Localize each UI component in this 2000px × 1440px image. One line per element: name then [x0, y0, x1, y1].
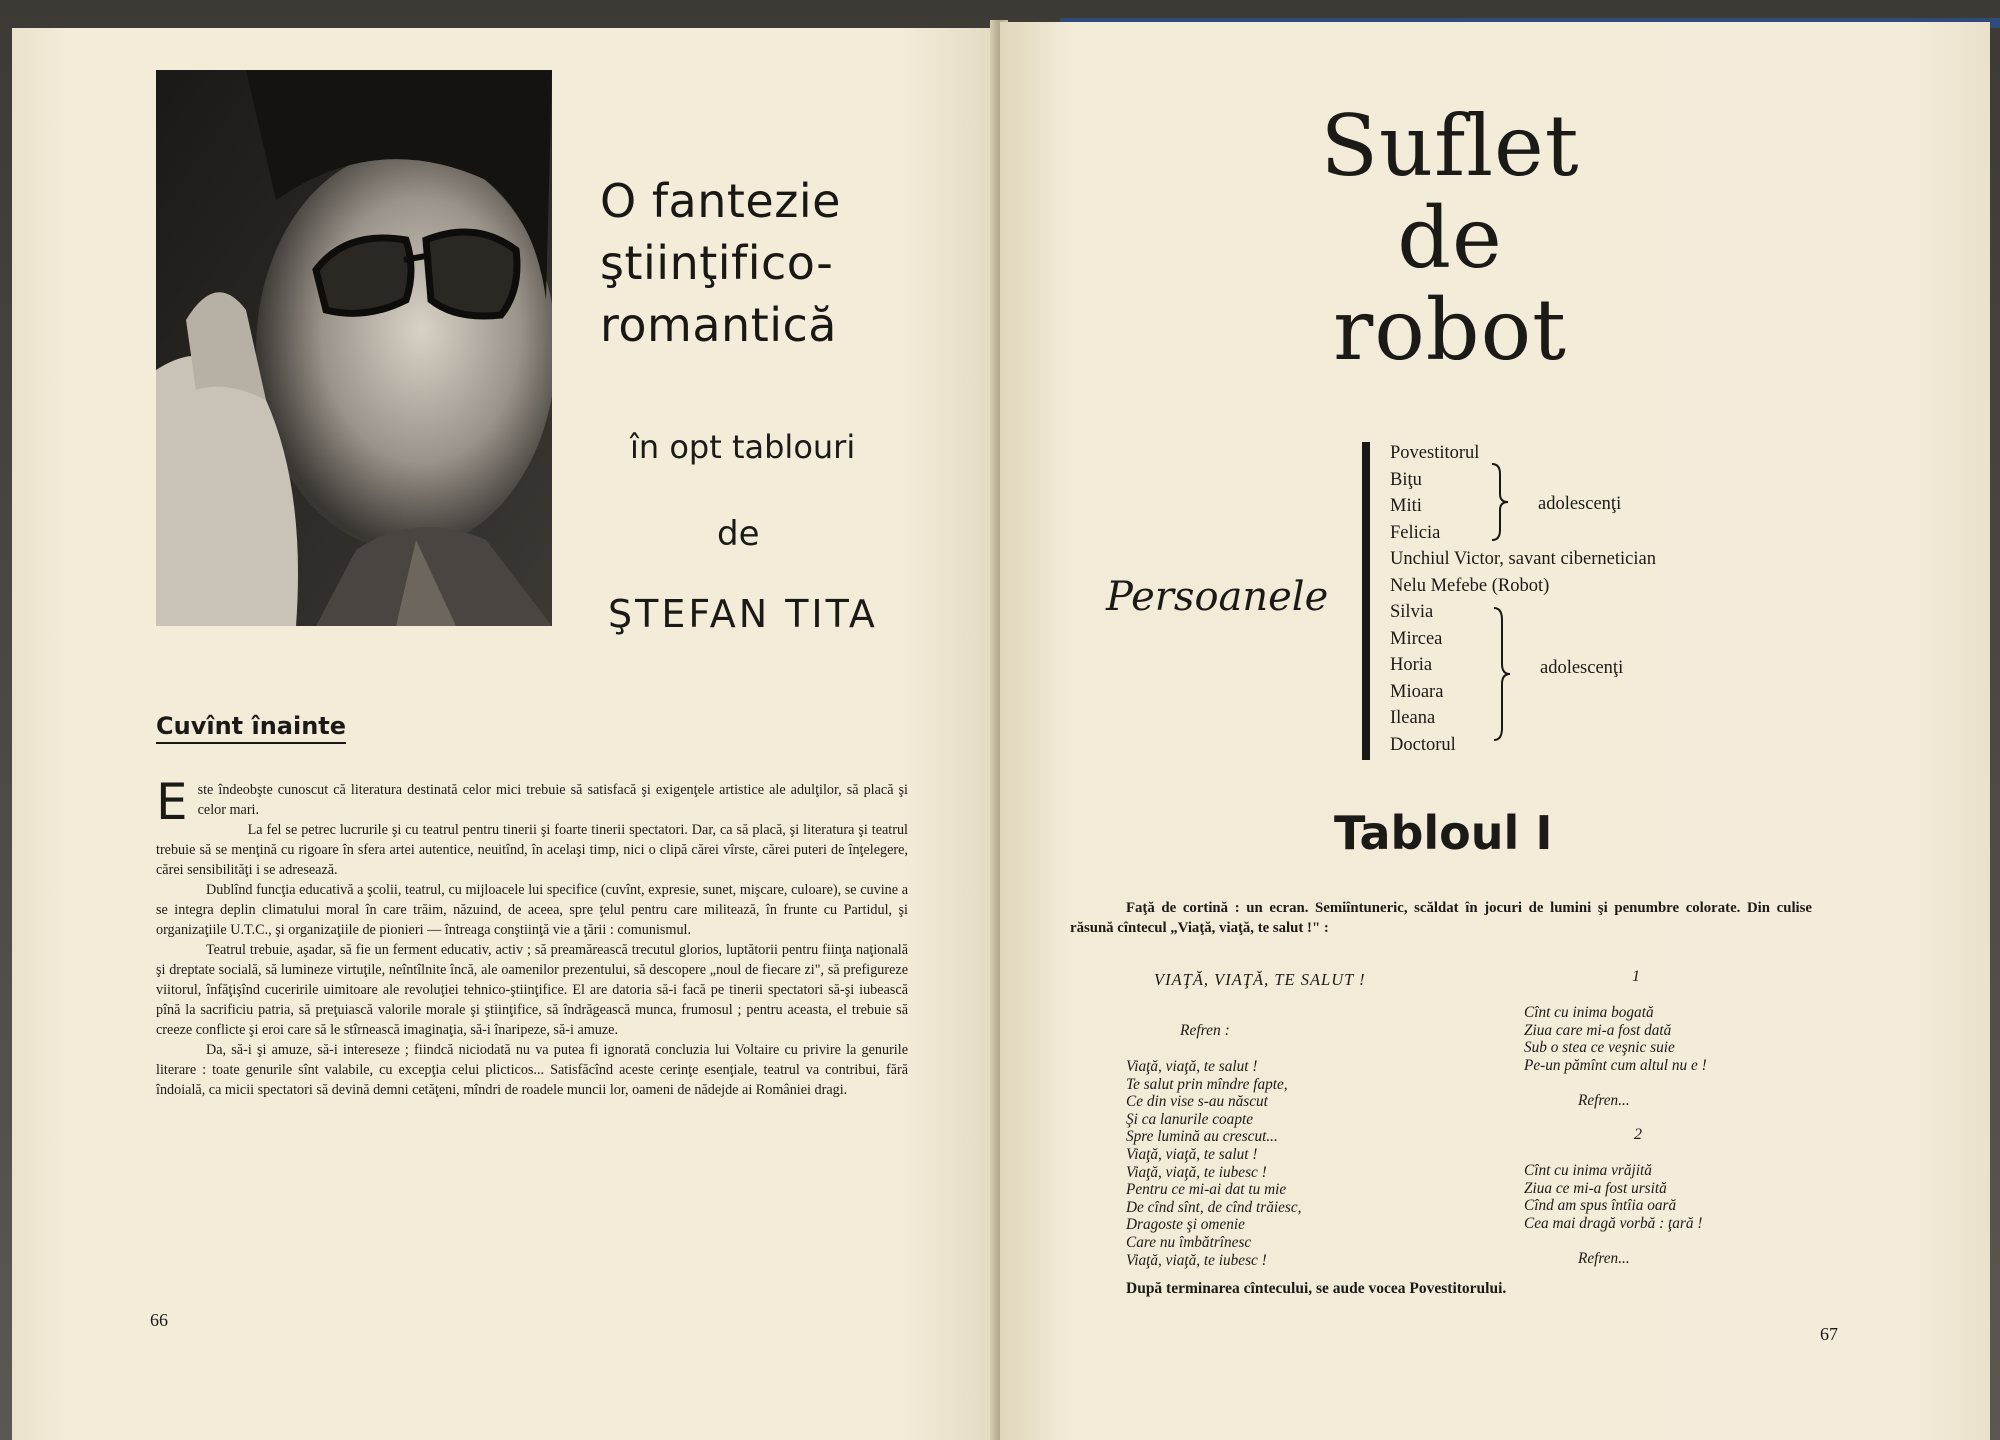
page-number-left: 66 [150, 1310, 168, 1330]
stage-direction: Faţă de cortină : un ecran. Semiîntuneric, scăldat în jocuri de lumini şi penumbre colorate. Din culise răsună cîntecul „Viaţă, viaţă, te salut !" : [1070, 900, 1812, 936]
lyric-line: Viaţă, viaţă, te iubesc ! [1126, 1163, 1267, 1181]
lyric-line: Ziua ce mi-a fost ursită [1524, 1179, 1667, 1197]
cast-item: Biţu [1390, 469, 1422, 490]
tableau-heading: Tabloul I [1334, 806, 1553, 860]
foreword-heading: Cuvînt înainte [156, 712, 346, 744]
cast-item: Unchiul Victor, savant cibernetician [1390, 549, 1656, 569]
verse-refrain-mark: Refren... [1578, 1250, 1630, 1267]
cast-item: Horia [1390, 655, 1433, 675]
play-title-line-3: robot [1333, 281, 1567, 379]
play-title-right [1300, 97, 1600, 379]
cast-item: Doctorul [1390, 734, 1456, 755]
lyric-line: Viaţă, viaţă, te iubesc ! [1126, 1251, 1267, 1269]
cast-heading: Persoanele [1106, 574, 1329, 620]
verse-refrain-mark: Refren... [1578, 1092, 1630, 1109]
foreword-paragraph: Da, să-i şi amuze, să-i intereseze ; fiindcă niciodată nu va putea fi ignorată concluzia lui Voltaire cu privire la genurile literare : toate genurile sînt valabile, cu excepţia celui plicticos... Satisfăcînd aceste cerinţe esenţiale, teatrul va contribui, fără îndoială, ca micii spectatori să devină demni cetăţeni, mîndri de roadele muncii lor, oameni de nădejde ai României dragi. [156, 1042, 908, 1098]
cast-item: Nelu Mefebe (Robot) [1390, 575, 1550, 596]
lyric-line: Cînt cu inima bogată [1524, 1004, 1654, 1021]
brace-icon [1492, 606, 1512, 742]
title-line-2: ştiinţifico- [600, 236, 834, 290]
verse-lyrics [1524, 1004, 1707, 1074]
play-title-line-2: de [1397, 189, 1503, 287]
lyric-line: Viaţă, viaţă, te salut ! [1126, 1058, 1258, 1075]
lyric-line: Şi ca lanurile coapte [1126, 1110, 1254, 1128]
brace-icon [1490, 462, 1510, 542]
cast-item: Felicia [1390, 522, 1441, 543]
lyric-line: Viaţă, viaţă, te salut ! [1126, 1145, 1258, 1163]
song-title: VIAŢĂ, VIAŢĂ, TE SALUT ! [1154, 970, 1366, 989]
cast-item: Povestitorul [1390, 443, 1480, 463]
cast-item: Ileana [1390, 708, 1436, 728]
foreword-paragraph-text: ste îndeobşte cunoscut că literatura destinată celor mici trebuie să satisfacă şi exigenţele artistice ale adulţilor, să placă şi celor mari. [197, 782, 908, 818]
cast-item: Mircea [1390, 628, 1443, 649]
play-title-left [600, 170, 900, 356]
drop-cap: E [156, 773, 188, 831]
foreword-text [156, 773, 908, 1100]
lyric-line: Cea mai dragă vorbă : ţară ! [1524, 1214, 1703, 1232]
verse-lyrics [1524, 1162, 1702, 1232]
lyric-line: Ziua care mi-a fost dată [1524, 1021, 1672, 1039]
lyric-line: Te salut prin mîndre fapte, [1126, 1075, 1288, 1093]
verse-number: 2 [1634, 1126, 1642, 1143]
cast-group-label: adolescenţi [1540, 658, 1624, 678]
cast-divider-bar [1362, 442, 1370, 760]
page-number-right: 67 [1820, 1324, 1838, 1344]
lyric-line: Spre lumină au crescut... [1126, 1128, 1278, 1146]
subtitle: în opt tablouri [630, 428, 856, 466]
lyric-line: Cînd am spus întîia oară [1524, 1197, 1677, 1215]
foreword-paragraph: Teatrul trebuie, aşadar, să fie un ferment educativ, activ ; să preamărească trecutul glorios, luptătorii pentru fiinţa naţională şi dreptate socială, să lumineze virtuţile, neîntîlnite încă, ale oamenilor prezentului, să descopere „noul de fiecare zi", să prefigureze viitorul, înfăţişînd cuceririle uimitoare ale revoluţiei tehnico-ştiinţifice. El are datoria să-i facă pe tinerii spectatori să-şi iubească pînă la sacrificiu patria, să preţuiască valorile morale şi ştiinţifice, să îndrăgească munca, frumosul ; pentru aceasta, el trebuie să creeze conflicte şi eroi care să le stîrnească imaginaţia, să-i înaripeze, să-i amuze. [156, 942, 908, 1038]
lyric-line: Pentru ce mi-ai dat tu mie [1126, 1181, 1287, 1199]
cast-item: Mioara [1390, 681, 1444, 702]
cast-group-label: adolescenţi [1538, 494, 1622, 514]
lyric-line: Ce din vise s-au născut [1126, 1093, 1268, 1111]
cast-item: Miti [1390, 496, 1422, 516]
by-label: de [717, 514, 760, 554]
title-line-1: O fantezie [600, 174, 841, 228]
lyric-line: Dragoste şi omenie [1126, 1216, 1245, 1234]
refrain-label: Refren : [1180, 1022, 1230, 1039]
lyric-line: Cînt cu inima vrăjită [1524, 1162, 1652, 1179]
title-line-3: romantică [600, 298, 837, 352]
verse-number: 1 [1632, 968, 1640, 985]
foreword-paragraph [156, 773, 908, 831]
refrain-lyrics [1126, 1058, 1301, 1269]
after-song-direction: După terminarea cîntecului, se aude vocea Povestitorului. [1126, 1280, 1507, 1297]
portrait-image [156, 70, 552, 626]
cast-list [1390, 440, 1656, 758]
lyric-line: De cînd sînt, de cînd trăiesc, [1126, 1198, 1302, 1216]
foreword-paragraph: Dublînd funcţia educativă a şcolii, teatrul, cu mijloacele lui specifice (cuvînt, expresie, sunet, mişcare, culoare), se cuvine a se integra deplin climatului moral în care trăim, năzuind, de aceea, spre ţelul pentru care militează, în frunte cu Partidul, şi organizaţiile U.T.C., şi organizaţiile de pionieri — întreaga conştiinţă vie a ţării : comunismul. [156, 882, 908, 938]
lyric-line: Care nu îmbătrînesc [1126, 1233, 1252, 1251]
cast-item: Silvia [1390, 602, 1434, 622]
lyric-line: Pe-un pămînt cum altul nu e ! [1524, 1056, 1707, 1074]
lyric-line: Sub o stea ce veşnic suie [1524, 1039, 1675, 1057]
author-portrait-photo [156, 70, 552, 626]
play-title-line-1: Suflet [1320, 97, 1580, 195]
foreword-paragraph: La fel se petrec lucrurile şi cu teatrul pentru tinerii şi foarte tinerii spectatori. Dar, ca să placă, şi literatura şi teatrul trebuie să se menţină cu rigoare în sfera artei autentice, neuitînd, în acelaşi timp, nici o clipă cărei vîrste, cărei puteri de înţelegere, cărei sensibilităţi i se adresează. [156, 822, 908, 878]
author-name: ŞTEFAN TITA [608, 592, 878, 636]
